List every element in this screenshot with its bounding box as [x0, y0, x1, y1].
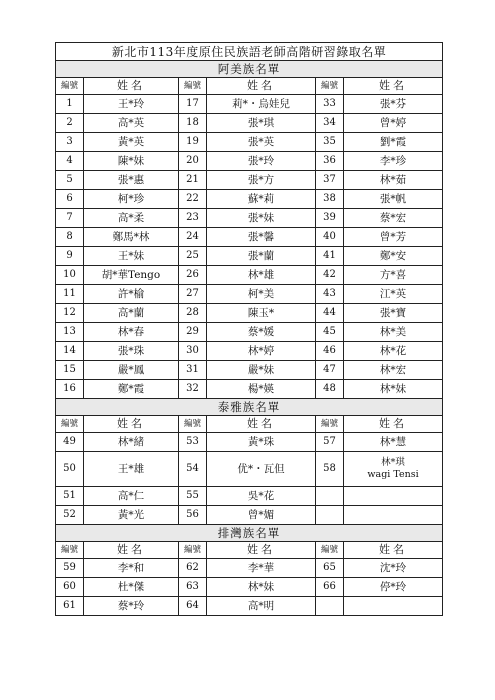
entry-name-text: 林*宏 — [379, 364, 407, 376]
entry-name — [84, 452, 179, 487]
entry-name-text: 江*英 — [379, 288, 407, 300]
entry-name-text: 高*英 — [117, 117, 145, 129]
table-row — [56, 247, 443, 266]
entry-number: 34 — [316, 114, 344, 133]
entry-number: 33 — [316, 95, 344, 114]
entry-name-text: 优*・瓦但 — [237, 463, 285, 475]
entry-number: 21 — [179, 171, 207, 190]
entry-name — [207, 452, 316, 487]
entry-number: 25 — [179, 247, 207, 266]
entry-name — [207, 209, 316, 228]
entry-number: 42 — [316, 266, 344, 285]
entry-name-text: 楊*媖 — [247, 383, 275, 395]
entry-name-text: 張*蘭 — [247, 250, 275, 262]
entry-number: 62 — [179, 559, 207, 578]
entry-name-text: 王*雄 — [117, 463, 145, 475]
entry-name-text: 蔡*玲 — [117, 600, 145, 612]
section-row — [56, 525, 443, 542]
entry-name — [207, 285, 316, 304]
entry-number: 15 — [56, 361, 84, 380]
entry-name-text: 陳*妹 — [117, 155, 145, 167]
entry-name — [344, 95, 443, 114]
table-row — [56, 133, 443, 152]
entry-name — [344, 285, 443, 304]
entry-number — [316, 597, 344, 616]
entry-name — [84, 433, 179, 452]
entry-name — [207, 361, 316, 380]
entry-name — [84, 171, 179, 190]
entry-number — [316, 506, 344, 525]
entry-name-text: 林*春 — [117, 326, 145, 338]
entry-name-text: 高*仁 — [117, 490, 145, 502]
header-row — [56, 416, 443, 433]
table-row — [56, 559, 443, 578]
section-row — [56, 399, 443, 416]
entry-name-text: 林*慧 — [379, 436, 407, 448]
entry-number: 2 — [56, 114, 84, 133]
entry-name-text: 曾*婷 — [379, 117, 407, 129]
entry-name — [207, 133, 316, 152]
entry-name — [84, 228, 179, 247]
entry-number: 44 — [316, 304, 344, 323]
entry-name — [207, 380, 316, 399]
entry-name-text: 鄭*安 — [379, 250, 407, 262]
entry-name-text: 林*婷 — [247, 345, 275, 357]
entry-name — [84, 285, 179, 304]
section-title: 阿美族名單 — [56, 61, 443, 78]
entry-name-text: 鄭*霞 — [117, 383, 145, 395]
entry-name — [207, 578, 316, 597]
entry-name-text: 鄭馬*林 — [112, 231, 150, 243]
entry-name — [207, 559, 316, 578]
entry-number: 19 — [179, 133, 207, 152]
entry-name-alt: wagi Tensi — [367, 469, 419, 480]
entry-number: 45 — [316, 323, 344, 342]
entry-name-text: 柯*珍 — [117, 193, 145, 205]
entry-name — [344, 452, 443, 487]
table-row — [56, 171, 443, 190]
title-row — [56, 43, 443, 61]
entry-number: 35 — [316, 133, 344, 152]
column-header-name: 姓名 — [84, 542, 179, 559]
entry-number: 9 — [56, 247, 84, 266]
entry-name — [344, 597, 443, 616]
entry-name-text: 林*花 — [379, 345, 407, 357]
entry-name-text: 黃*珠 — [247, 436, 275, 448]
entry-name-text: 張*妹 — [247, 212, 275, 224]
entry-name-text: 嚴*鳳 — [117, 364, 145, 376]
entry-name-text: 許*榆 — [117, 288, 145, 300]
entry-number: 64 — [179, 597, 207, 616]
column-header-number: 編號 — [316, 416, 344, 433]
entry-name-text: 張*寶 — [379, 307, 407, 319]
entry-number: 48 — [316, 380, 344, 399]
table-row — [56, 487, 443, 506]
entry-name — [207, 190, 316, 209]
entry-name-text: 柯*美 — [247, 288, 275, 300]
entry-number: 3 — [56, 133, 84, 152]
header-row — [56, 78, 443, 95]
column-header-name: 姓名 — [344, 78, 443, 95]
entry-name — [344, 506, 443, 525]
entry-name-text: 沈*玲 — [379, 562, 407, 574]
entry-name-text: 劉*霞 — [379, 136, 407, 148]
entry-number: 12 — [56, 304, 84, 323]
entry-name-text: 吳*花 — [247, 490, 275, 502]
entry-name — [207, 247, 316, 266]
entry-name — [344, 171, 443, 190]
entry-name-text: 林*妹 — [247, 581, 275, 593]
entry-number: 27 — [179, 285, 207, 304]
entry-name — [84, 361, 179, 380]
entry-name-text: 曾*媚 — [247, 509, 275, 521]
entry-name-text: 高*柔 — [117, 212, 145, 224]
section-row — [56, 61, 443, 78]
entry-name — [84, 597, 179, 616]
entry-number: 39 — [316, 209, 344, 228]
entry-number: 59 — [56, 559, 84, 578]
document-title: 新北市113年度原住民族語老師高階研習錄取名單 — [56, 43, 443, 61]
entry-name-text: 高*明 — [247, 600, 275, 612]
entry-name-text: 曾*芳 — [379, 231, 407, 243]
entry-name-text: 方*喜 — [379, 269, 407, 281]
entry-name-text: 陳玉* — [247, 307, 275, 319]
entry-name — [344, 152, 443, 171]
entry-number: 43 — [316, 285, 344, 304]
entry-name — [84, 506, 179, 525]
entry-name — [84, 209, 179, 228]
entry-name — [84, 342, 179, 361]
entry-number: 6 — [56, 190, 84, 209]
entry-name-text: 林*茹 — [379, 174, 407, 186]
entry-name-text: 蔡*媛 — [247, 326, 275, 338]
entry-number: 36 — [316, 152, 344, 171]
entry-number: 65 — [316, 559, 344, 578]
entry-name-text: 張*珠 — [117, 345, 145, 357]
table-row — [56, 597, 443, 616]
entry-number: 1 — [56, 95, 84, 114]
entry-name-text: 李*珍 — [379, 155, 407, 167]
entry-name-text: 蔡*宏 — [379, 212, 407, 224]
entry-name — [344, 487, 443, 506]
entry-number: 58 — [316, 452, 344, 487]
entry-name — [84, 266, 179, 285]
entry-name-text: 停*玲 — [379, 581, 407, 593]
entry-number: 11 — [56, 285, 84, 304]
entry-number: 7 — [56, 209, 84, 228]
entry-name — [344, 578, 443, 597]
entry-number: 4 — [56, 152, 84, 171]
column-header-number: 編號 — [56, 78, 84, 95]
entry-name-text: 張*馨 — [247, 231, 275, 243]
entry-name-text: 張*帆 — [379, 193, 407, 205]
entry-number: 23 — [179, 209, 207, 228]
table-row — [56, 452, 443, 487]
entry-name-text: 高*蘭 — [117, 307, 145, 319]
entry-name-text: 王*玲 — [117, 98, 145, 110]
entry-name-text: 杜*傑 — [117, 581, 145, 593]
table-row — [56, 433, 443, 452]
table-row — [56, 152, 443, 171]
entry-number: 41 — [316, 247, 344, 266]
entry-name-text: 張*玲 — [247, 155, 275, 167]
column-header-number: 編號 — [56, 416, 84, 433]
column-header-name: 姓名 — [344, 542, 443, 559]
entry-name — [207, 228, 316, 247]
entry-number: 66 — [316, 578, 344, 597]
table-row — [56, 323, 443, 342]
table-row — [56, 342, 443, 361]
entry-number: 56 — [179, 506, 207, 525]
entry-number: 55 — [179, 487, 207, 506]
entry-number: 26 — [179, 266, 207, 285]
entry-name-text: 王*妹 — [117, 250, 145, 262]
entry-number: 32 — [179, 380, 207, 399]
entry-name — [84, 190, 179, 209]
entry-name — [84, 133, 179, 152]
entry-name-text: 嚴*妹 — [247, 364, 275, 376]
column-header-number: 編號 — [56, 542, 84, 559]
entry-name — [344, 380, 443, 399]
column-header-number: 編號 — [179, 416, 207, 433]
entry-number: 60 — [56, 578, 84, 597]
entry-name — [344, 342, 443, 361]
entry-name — [344, 266, 443, 285]
entry-name — [344, 114, 443, 133]
column-header-name: 姓名 — [84, 78, 179, 95]
entry-name — [84, 304, 179, 323]
entry-name-text: 張*方 — [247, 174, 275, 186]
table-row — [56, 506, 443, 525]
entry-name — [207, 506, 316, 525]
entry-name — [344, 209, 443, 228]
entry-name — [84, 487, 179, 506]
entry-name — [344, 361, 443, 380]
table-row — [56, 228, 443, 247]
entry-name — [84, 578, 179, 597]
entry-number: 5 — [56, 171, 84, 190]
entry-number: 53 — [179, 433, 207, 452]
entry-name — [207, 323, 316, 342]
entry-name — [84, 247, 179, 266]
entry-name — [344, 228, 443, 247]
entry-name — [207, 433, 316, 452]
entry-number: 22 — [179, 190, 207, 209]
entry-name-text: 蘇*莉 — [247, 193, 275, 205]
table-row — [56, 209, 443, 228]
entry-name — [207, 597, 316, 616]
roster-table — [55, 42, 443, 616]
entry-name-text: 莉*・烏娃兒 — [232, 98, 290, 110]
entry-name-text: 黃*光 — [117, 509, 145, 521]
column-header-name: 姓名 — [344, 416, 443, 433]
table-row — [56, 285, 443, 304]
entry-number: 28 — [179, 304, 207, 323]
entry-name — [207, 342, 316, 361]
entry-name-text: 張*芬 — [379, 98, 407, 110]
entry-name — [344, 133, 443, 152]
entry-number: 38 — [316, 190, 344, 209]
entry-name — [84, 152, 179, 171]
entry-number: 51 — [56, 487, 84, 506]
column-header-number: 編號 — [316, 542, 344, 559]
entry-name — [344, 247, 443, 266]
entry-number: 46 — [316, 342, 344, 361]
table-row — [56, 578, 443, 597]
entry-name-text: 林*緒 — [117, 436, 145, 448]
table-row — [56, 361, 443, 380]
entry-number: 61 — [56, 597, 84, 616]
entry-number: 13 — [56, 323, 84, 342]
entry-number: 17 — [179, 95, 207, 114]
section-title: 泰雅族名單 — [56, 399, 443, 416]
entry-number: 57 — [316, 433, 344, 452]
entry-name — [207, 95, 316, 114]
entry-name-text: 黃*英 — [117, 136, 145, 148]
entry-number: 18 — [179, 114, 207, 133]
entry-number: 31 — [179, 361, 207, 380]
column-header-name: 姓名 — [207, 416, 316, 433]
table-row — [56, 266, 443, 285]
entry-name — [344, 433, 443, 452]
table-row — [56, 95, 443, 114]
entry-name-text: 林*雄 — [247, 269, 275, 281]
entry-name-text: 林*琪 — [381, 457, 405, 468]
entry-number: 63 — [179, 578, 207, 597]
section-title: 排灣族名單 — [56, 525, 443, 542]
table-row — [56, 114, 443, 133]
table-row — [56, 380, 443, 399]
column-header-number: 編號 — [179, 542, 207, 559]
entry-number: 29 — [179, 323, 207, 342]
entry-name — [207, 152, 316, 171]
entry-number: 20 — [179, 152, 207, 171]
header-row — [56, 542, 443, 559]
entry-name — [207, 487, 316, 506]
column-header-number: 編號 — [179, 78, 207, 95]
entry-name — [344, 323, 443, 342]
entry-name — [84, 323, 179, 342]
entry-name-text: 張*惠 — [117, 174, 145, 186]
entry-number: 47 — [316, 361, 344, 380]
entry-name — [344, 190, 443, 209]
column-header-name: 姓名 — [207, 78, 316, 95]
entry-name — [84, 95, 179, 114]
entry-number: 30 — [179, 342, 207, 361]
entry-number: 54 — [179, 452, 207, 487]
entry-name — [344, 304, 443, 323]
entry-name — [84, 559, 179, 578]
entry-name-text: 林*美 — [379, 326, 407, 338]
entry-name — [84, 114, 179, 133]
column-header-name: 姓名 — [84, 416, 179, 433]
entry-name — [207, 171, 316, 190]
entry-name-text: 張*琪 — [247, 117, 275, 129]
column-header-name: 姓名 — [207, 542, 316, 559]
entry-number: 10 — [56, 266, 84, 285]
column-header-number: 編號 — [316, 78, 344, 95]
entry-number: 40 — [316, 228, 344, 247]
entry-number: 37 — [316, 171, 344, 190]
entry-number — [316, 487, 344, 506]
entry-name-text: 李*華 — [247, 562, 275, 574]
entry-number: 24 — [179, 228, 207, 247]
entry-name — [207, 304, 316, 323]
entry-number: 52 — [56, 506, 84, 525]
entry-name — [84, 380, 179, 399]
entry-number: 16 — [56, 380, 84, 399]
entry-name-text: 林*妹 — [379, 383, 407, 395]
entry-number: 8 — [56, 228, 84, 247]
entry-number: 14 — [56, 342, 84, 361]
entry-number: 50 — [56, 452, 84, 487]
entry-name-text: 胡*華Tengo — [101, 269, 161, 281]
table-row — [56, 304, 443, 323]
roster-document — [55, 42, 442, 616]
entry-name — [344, 559, 443, 578]
table-row — [56, 190, 443, 209]
entry-name-text: 張*英 — [247, 136, 275, 148]
entry-number: 49 — [56, 433, 84, 452]
entry-name-text: 李*和 — [117, 562, 145, 574]
entry-name — [207, 266, 316, 285]
entry-name — [207, 114, 316, 133]
